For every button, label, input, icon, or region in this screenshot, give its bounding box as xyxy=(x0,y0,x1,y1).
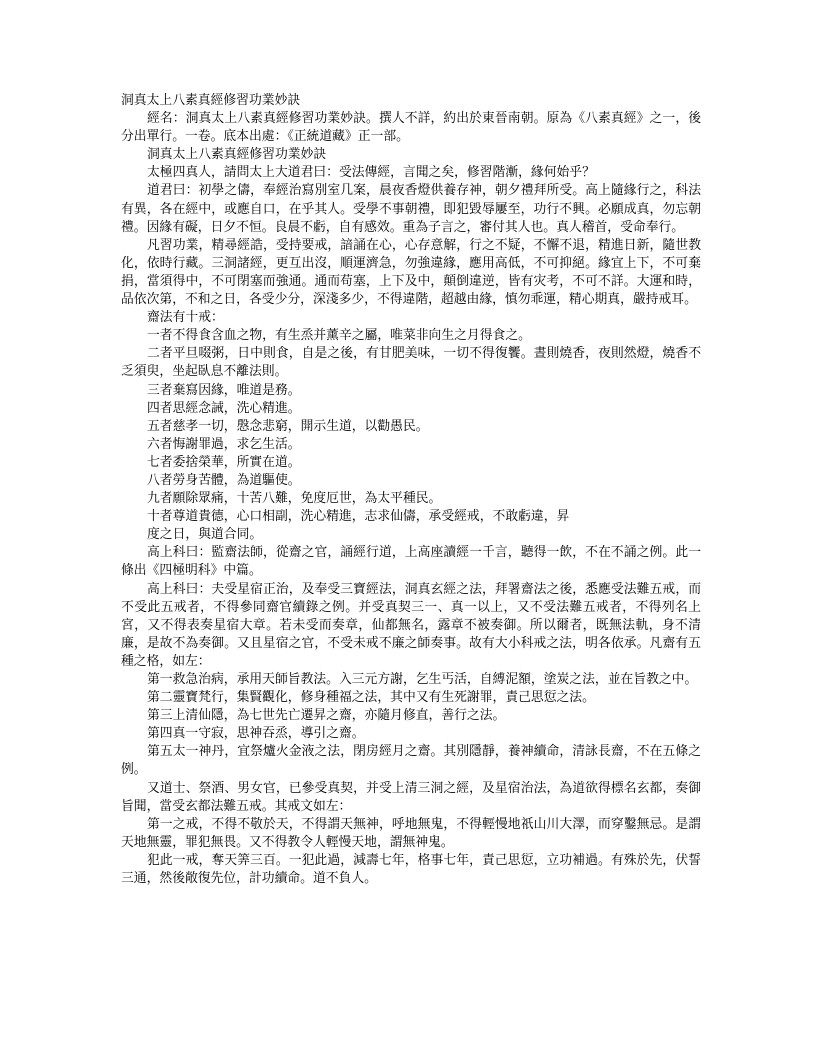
paragraph-zhai-grade-3: 第三上清仙隱，為七世先亡遷昇之齋，亦隨月修直，善行之法。 xyxy=(147,708,506,724)
paragraph-zhai-grade-2: 第二靈寶梵行，集賢觀化，修身種福之法，其中又有生死謝罪，責己思愆之法。 xyxy=(147,690,595,706)
paragraph-question-taiji: 太極四真人，請問太上大道君曰：受法傳經，言聞之矣，修習階漸，緣何始乎？ xyxy=(147,165,595,181)
paragraph-precept-6: 六者悔謝罪過，求乞生活。 xyxy=(147,436,301,452)
paragraph-precept-2: 二者平旦啜粥，日中則食，自是之後，有甘肥美味，一切不得復饗。晝則燒香，夜則然燈，燒香不乏須臾，坐起臥息不離法則。 xyxy=(121,346,701,380)
paragraph-bibliographic-note: 經名：洞真太上八素真經修習功業妙訣。撰人不詳，約出於東晉南朝。原為《八素真經》之一，後分出單行。一卷。底本出處：《正統道藏》正一部。 xyxy=(121,111,701,145)
paragraph-ten-precepts-heading: 齋法有十戒： xyxy=(147,310,224,326)
paragraph-precept-4: 四者思經念誡，洗心精進。 xyxy=(147,400,301,416)
paragraph-precept-3: 三者棄寫因緣，唯道是務。 xyxy=(147,382,301,398)
paragraph-precept-1: 一者不得食含血之物，有生烝并薰辛之屬，唯菜非向生之月得食之。 xyxy=(147,328,531,344)
paragraph-wujie-1: 第一之戒，不得不敬於天，不得謂天無神，呼地無鬼，不得輕慢地祇山川大澤，而穿鑿無忌。是謂天地無靈，罪犯無畏。又不得教令人輕慢天地，謂無神鬼。 xyxy=(121,816,701,850)
paragraph-precept-10: 十者尊道貴德，心口相副，洗心精進，志求仙儔，承受經戒，不敢虧違，昇 xyxy=(147,509,570,525)
paragraph-title-line: 洞真太上八素真經修習功業妙訣 xyxy=(121,93,301,108)
paragraph-precept-10-continuation: 度之日，與道合同。 xyxy=(147,527,263,543)
paragraph-inner-title: 洞真太上八素真經修習功業妙訣 xyxy=(147,147,327,163)
paragraph-answer-daojun: 道君曰：初學之儔，奉經治寫別室几案，晨夜香燈供養存神，朝夕禮拜所受。高上隨緣行之，科法有異，各在經中，或應自口，在乎其人。受學不事朝禮，即犯毀辱屢至，功行不興。必願成真，勿忘朝禮。因緣有礙，日夕不恒。良晨不虧，自有感效。重為子言之，審付其人也。真人稽首，受命奉行。 xyxy=(121,183,701,235)
text-column xyxy=(121,92,701,888)
paragraph-precept-9: 九者願除眾痛，十苦八難，免度厄世，為太平種民。 xyxy=(147,491,442,507)
paragraph-wujie-1-penalty: 犯此一戒，奪天筭三百。一犯此過，減壽七年，格事七年，責己思愆，立功補過。有殊於先，伏誓三通，然後敞復先位，計功續命。道不負人。 xyxy=(121,852,701,887)
paragraph-daoshi-five-precepts-intro: 又道士、祭酒、男女官，已參受真契，并受上清三洞之經，及星宿治法，為道欲得標名玄都，奏御旨聞，當受玄都法難五戒。其戒文如左： xyxy=(121,780,701,814)
paragraph-practice-general: 凡習功業，精尋經誥，受持要戒，諳誦在心，心存意解，行之不疑，不懈不退，精進日新，隨世教化，依時行藏。三洞諸經，更互出沒，順運濟急，勿強違緣，應用高低，不可抑絕。緣宜上下，不可棄捐，當須得中，不可閉塞而強通。通而苟塞，上下及中，顛倒違逆，皆有灾考，不可不詳。大運和時，品依次第，不和之日，各受少分，深淺多少，不得違階，超越由緣，慎勿乖運，精心期真，嚴持戒耳。 xyxy=(121,237,701,308)
paragraph-zhai-grade-1: 第一救急治病，承用天師旨教法。入三元方謝，乞生丐活，自縛泥額，塗炭之法，並在旨教之中。 xyxy=(147,672,698,687)
paragraph-precept-7: 七者委捨榮華，所實在道。 xyxy=(147,454,301,470)
paragraph-precept-8: 八者勞身苦體，為道驅使。 xyxy=(147,472,301,488)
paragraph-zhai-grade-4: 第四真一守寂，思神吞烝，導引之齋。 xyxy=(147,726,365,742)
paragraph-precept-5: 五者慈孝一切，慇念悲窮，開示生道，以勸愚民。 xyxy=(147,418,429,434)
paragraph-zhai-grade-5: 第五太一神丹，宜祭爐火金液之法，閉房經月之齋。其別隱靜，養神續命，清詠長齋，不在五條之例。 xyxy=(121,744,701,778)
paragraph-gaoshang-ke-1: 高上科曰：監齋法師，從齋之官，誦經行道，上高座讀經一千言，聽得一飲，不在不誦之例。此一條出《四極明科》中篇。 xyxy=(121,545,701,579)
paragraph-gaoshang-ke-2: 高上科曰：夫受星宿正治，及奉受三寶經法，洞真玄經之法，拜署齋法之後，悉應受法難五戒，而不受此五戒者，不得參同齋官續錄之例。并受真契三一、真一以上，又不受法難五戒者，不得列名上宮，又不得表奏星宿大章。若未受而奏章，仙都無名，露章不被奏御。所以爾者，既無法軌，身不清廉，是故不為奏御。又且星宿之官，不受未戒不廉之師奏事。故有大小科戒之法，明各依承。凡齋有五種之格，如左： xyxy=(121,581,701,669)
